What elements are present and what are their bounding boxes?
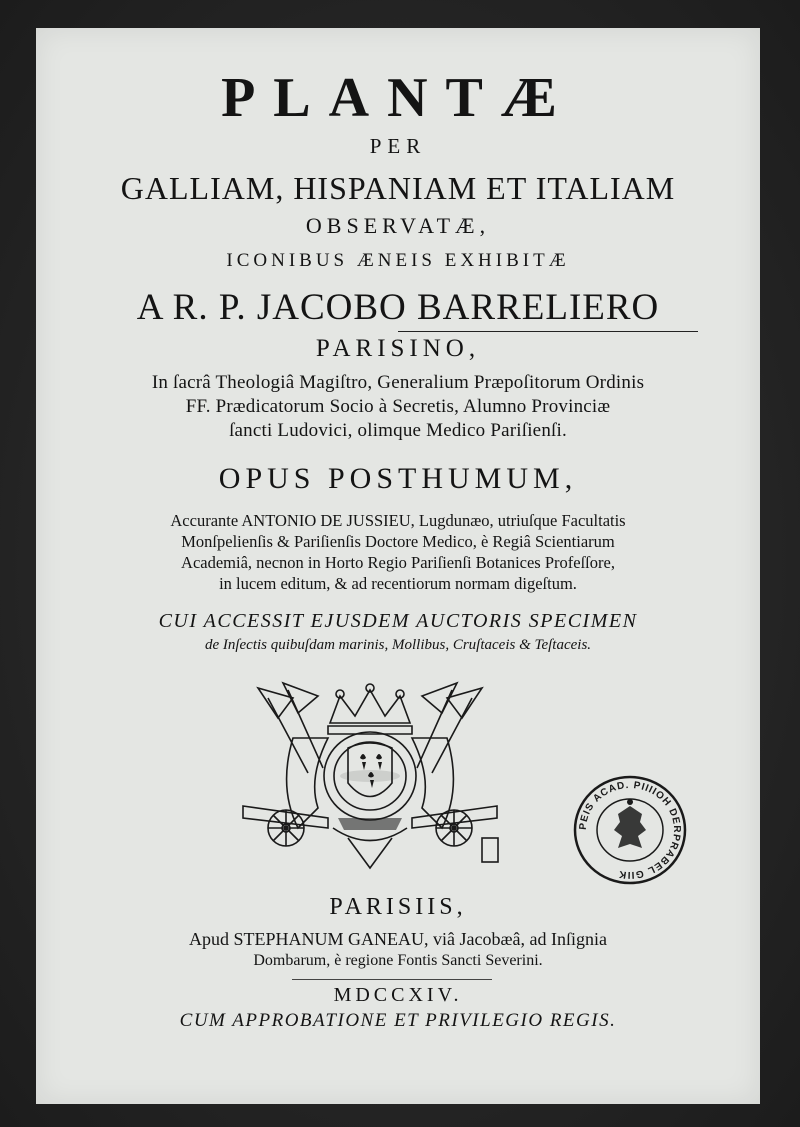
insectis-line: de Inſectis quibuſdam marinis, Mollibus, Cruſtaceis & Teſtaceis.	[204, 637, 592, 653]
approbation-line: CUM APPROBATIONE ET PRIVILEGIO REGIS.	[179, 1010, 617, 1031]
regions-line: GALLIAM, HISPANIAM ET ITALIAM	[120, 170, 676, 206]
publisher-line: Apud STEPHANUM GANEAU, viâ Jacobæâ, ad Inſignia	[189, 929, 607, 949]
publisher-address-line: Dombarum, è regione Fontis Sancti Severini.	[253, 952, 543, 969]
parisino-line: PARISINO,	[315, 335, 481, 362]
place-line: PARISIIS,	[329, 894, 467, 920]
author-line: A R. P. JACOBO BARRELIERO	[136, 287, 660, 328]
accurante-line: Accurante ANTONIO DE JUSSIEU, Lugdunæo, utriuſque Facultatis	[170, 511, 626, 530]
book-title: PLANTÆ	[221, 67, 575, 129]
imprint-rule	[292, 979, 492, 980]
accurante-line: Monſpelienſis & Pariſienſis Doctore Medico, è Regiâ Scientiarum	[181, 532, 615, 551]
royal-coat-of-arms-icon	[238, 678, 502, 873]
observatae-line: OBSERVATÆ,	[305, 213, 491, 238]
opus-posthumum: OPUS POSTHUMUM,	[218, 462, 578, 495]
author-underline	[398, 331, 698, 332]
publication-year: MDCCXIV.	[333, 984, 463, 1006]
library-stamp-icon	[572, 774, 688, 886]
iconibus-line: ICONIBUS ÆNEIS EXHIBITÆ	[226, 250, 570, 271]
accurante-line: Academiâ, necnon in Horto Regio Pariſienſi Botanices Profeſſore,	[181, 553, 615, 572]
accurante-line: in lucem editum, & ad recentiorum normam digeſtum.	[219, 574, 577, 593]
stamp-text: PEIS ACAD. PIIIIOH DERPRABEL GIIK	[577, 779, 683, 881]
title-page	[36, 28, 760, 1104]
description-line: ſancti Ludovici, olimque Medico Pariſienſi.	[229, 420, 567, 441]
per-line: PER	[369, 134, 427, 158]
accessit-line: CUI ACCESSIT EJUSDEM AUCTORIS SPECIMEN	[158, 610, 638, 632]
description-line: FF. Prædicatorum Socio à Secretis, Alumno Provinciæ	[185, 396, 611, 417]
description-line: In ſacrâ Theologiâ Magiſtro, Generalium Præpoſitorum Ordinis	[151, 372, 645, 393]
